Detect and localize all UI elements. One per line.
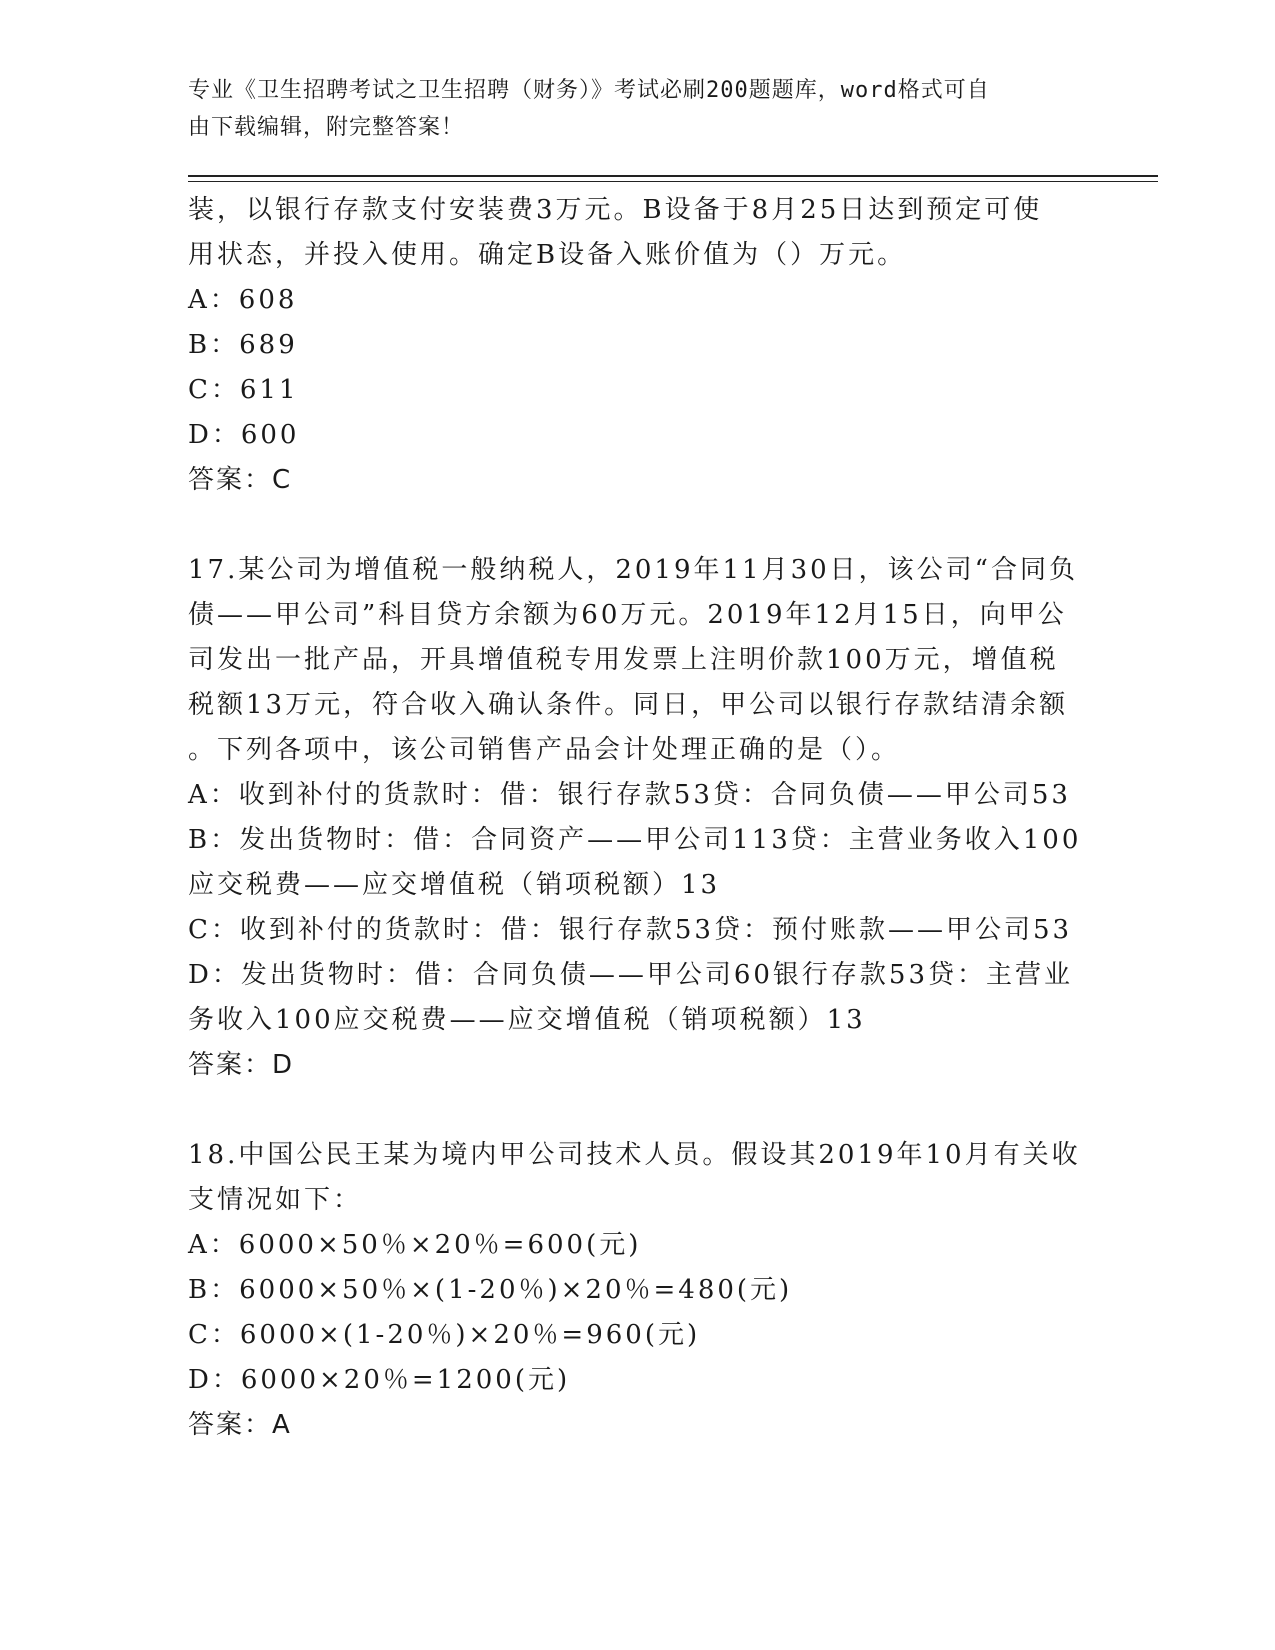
question-17-stem-line-5: 。下列各项中，该公司销售产品会计处理正确的是（）。 — [188, 735, 901, 765]
question-17-option-d-line-1: D：发出货物时：借：合同负债——甲公司60银行存款53贷：主营业 — [188, 960, 1074, 990]
header-line-1: 专业《卫生招聘考试之卫生招聘（财务）》考试必刷200题题库，word格式可自 — [188, 78, 990, 103]
question-16-stem-line-1: 装，以银行存款支付安装费3万元。B设备于8月25日达到预定可使 — [188, 195, 1043, 225]
question-17-answer: 答案：D — [188, 1050, 295, 1080]
question-17-stem-line-2: 债——甲公司”科目贷方余额为60万元。2019年12月15日，向甲公 — [188, 600, 1067, 630]
question-16 — [188, 188, 1088, 503]
question-18-option-b: B：6000×50％×(1-20％)×20％=480(元) — [188, 1275, 793, 1305]
header-divider-thin — [188, 181, 1158, 182]
question-17-option-b-line-2: 应交税费——应交增值税（销项税额）13 — [188, 870, 721, 900]
question-17-option-a: A：收到补付的货款时：借：银行存款53贷：合同负债——甲公司53 — [188, 780, 1071, 810]
question-18-option-c: C：6000×(1-20％)×20％=960(元) — [188, 1320, 701, 1350]
spacer — [188, 1088, 1088, 1133]
question-18 — [188, 1133, 1088, 1448]
question-16-answer: 答案：C — [188, 465, 293, 495]
question-16-option-a: A：608 — [188, 285, 298, 315]
question-17-stem-line-1: 17.某公司为增值税一般纳税人，2019年11月30日，该公司“合同负 — [188, 555, 1078, 585]
spacer — [188, 503, 1088, 548]
question-18-stem-line-1: 18.中国公民王某为境内甲公司技术人员。假设其2019年10月有关收 — [188, 1140, 1081, 1170]
question-18-stem-line-2: 支情况如下： — [188, 1185, 363, 1215]
question-18-answer: 答案：A — [188, 1410, 292, 1440]
question-18-option-a: A：6000×50％×20％=600(元) — [188, 1230, 642, 1260]
question-17-stem-line-4: 税额13万元，符合收入确认条件。同日，甲公司以银行存款结清余额 — [188, 690, 1069, 720]
question-16-option-d: D：600 — [188, 420, 300, 450]
question-16-stem-line-2: 用状态，并投入使用。确定B设备入账价值为（）万元。 — [188, 240, 907, 270]
question-17 — [188, 548, 1088, 1088]
question-16-option-b: B：689 — [188, 330, 298, 360]
question-17-stem-line-3: 司发出一批产品，开具增值税专用发票上注明价款100万元，增值税 — [188, 645, 1059, 675]
question-17-option-d-line-2: 务收入100应交税费——应交增值税（销项税额）13 — [188, 1005, 866, 1035]
header-divider-thick — [188, 175, 1158, 177]
document-body — [188, 188, 1088, 1448]
question-16-option-c: C：611 — [188, 375, 299, 405]
page-header — [188, 72, 1088, 146]
header-line-2: 由下载编辑，附完整答案！ — [188, 115, 465, 140]
question-18-option-d: D：6000×20％=1200(元) — [188, 1365, 571, 1395]
question-17-option-b-line-1: B：发出货物时：借：合同资产——甲公司113贷：主营业务收入100 — [188, 825, 1082, 855]
question-17-option-c: C：收到补付的货款时：借：银行存款53贷：预付账款——甲公司53 — [188, 915, 1073, 945]
